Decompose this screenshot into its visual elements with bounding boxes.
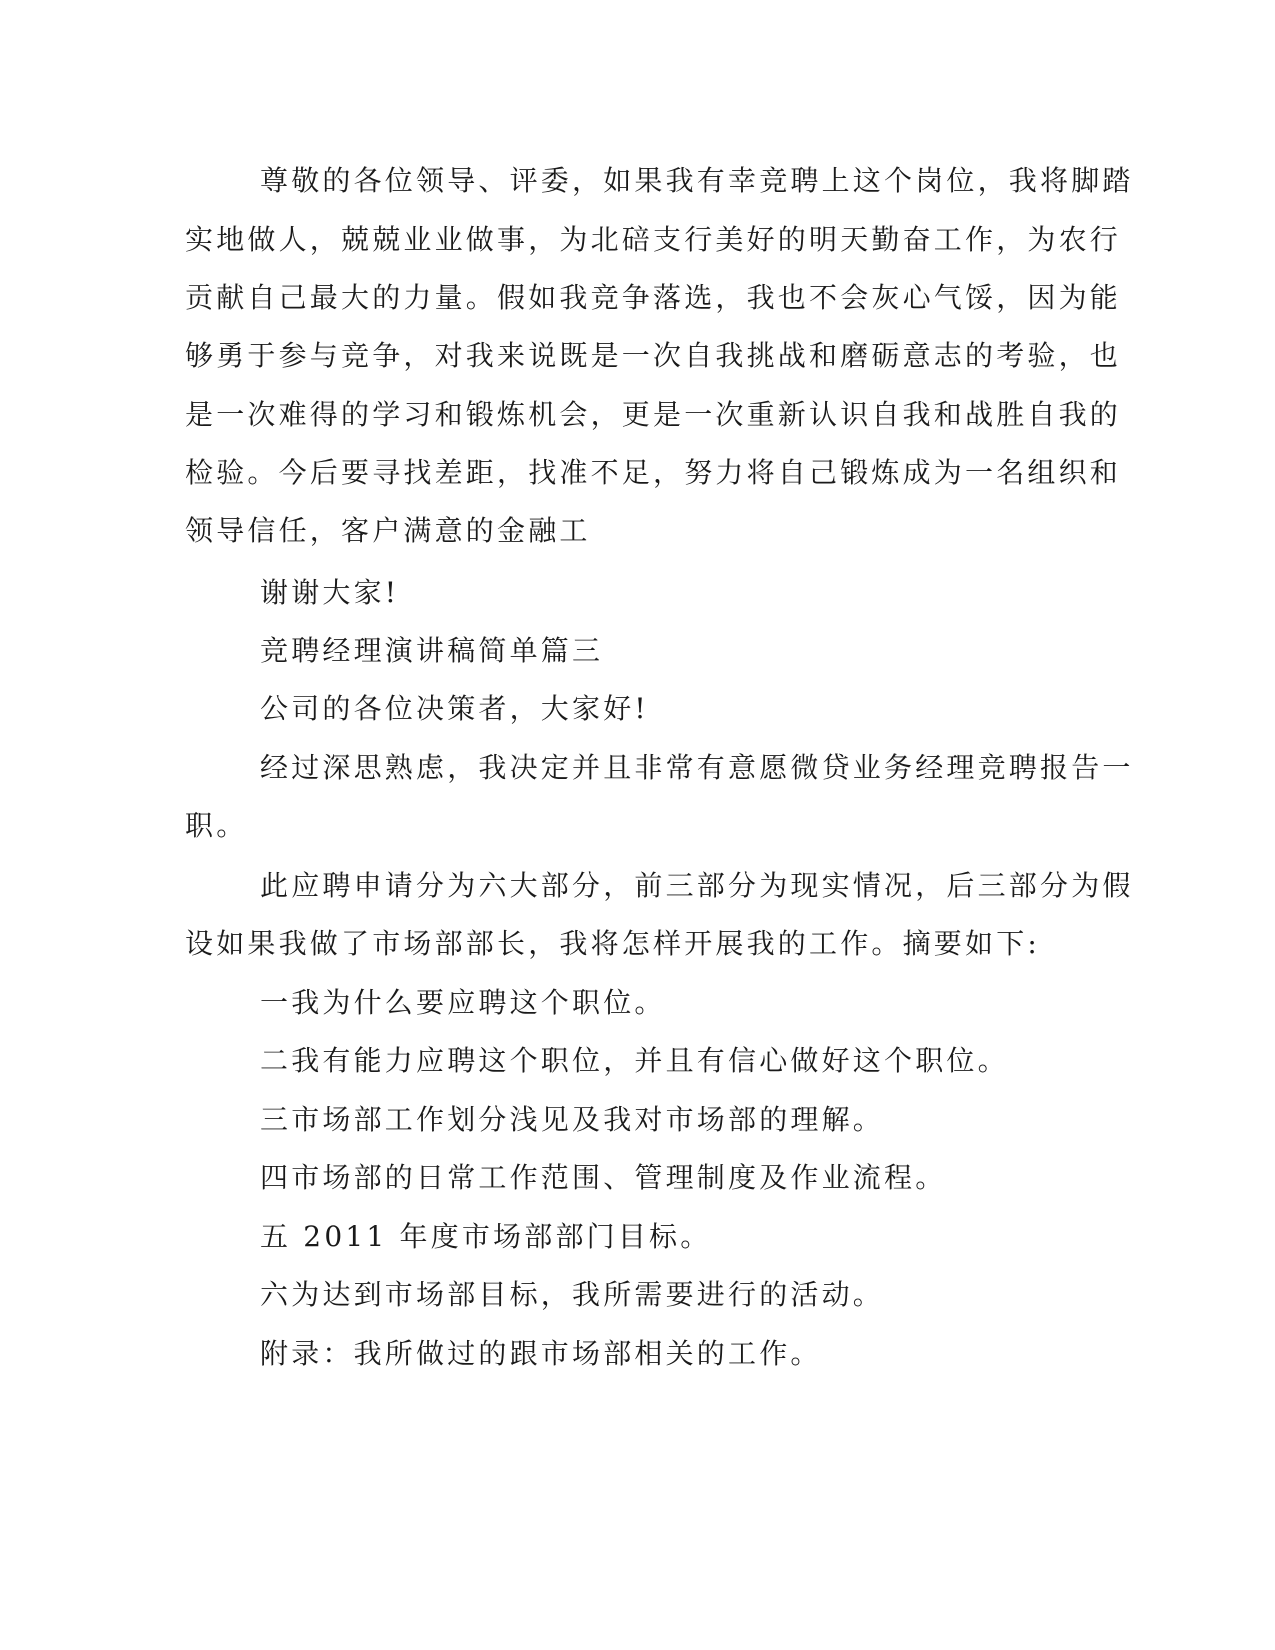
list-item: 二我有能力应聘这个职位，并且有信心做好这个职位。 (260, 1044, 1009, 1077)
paragraph-line: 经过深思熟虑，我决定并且非常有意愿微贷业务经理竞聘报告一 (260, 751, 1134, 784)
list-item: 六为达到市场部目标，我所需要进行的活动。 (260, 1278, 885, 1311)
paragraph-line: 谢谢大家! (260, 576, 400, 609)
paragraph-line: 实地做人，兢兢业业做事，为北碚支行美好的明天勤奋工作，为农行 (185, 223, 1122, 256)
paragraph-line: 贡献自己最大的力量。假如我竞争落选，我也不会灰心气馁，因为能 (185, 281, 1122, 314)
paragraph-line: 是一次难得的学习和锻炼机会，更是一次重新认识自我和战胜自我的 (185, 398, 1122, 431)
list-item: 五 2011 年度市场部部门目标。 (260, 1220, 712, 1253)
paragraph-line: 领导信任，客户满意的金融工 (185, 514, 591, 547)
list-item: 四市场部的日常工作范围、管理制度及作业流程。 (260, 1161, 947, 1194)
list-item: 三市场部工作划分浅见及我对市场部的理解。 (260, 1103, 885, 1136)
appendix-line: 附录：我所做过的跟市场部相关的工作。 (260, 1337, 822, 1370)
greeting-line: 公司的各位决策者，大家好! (260, 692, 649, 725)
paragraph-line: 设如果我做了市场部部长，我将怎样开展我的工作。摘要如下: (185, 927, 1041, 960)
section-heading: 竞聘经理演讲稿简单篇三 (260, 634, 604, 667)
paragraph-line: 尊敬的各位领导、评委，如果我有幸竞聘上这个岗位，我将脚踏 (260, 164, 1134, 197)
paragraph-line: 此应聘申请分为六大部分，前三部分为现实情况，后三部分为假 (260, 869, 1134, 902)
list-item: 一我为什么要应聘这个职位。 (260, 986, 666, 1019)
paragraph-line: 职。 (185, 809, 248, 842)
paragraph-line: 检验。今后要寻找差距，找准不足，努力将自己锻炼成为一名组织和 (185, 456, 1122, 489)
paragraph-line: 够勇于参与竞争，对我来说既是一次自我挑战和磨砺意志的考验，也 (185, 339, 1122, 372)
